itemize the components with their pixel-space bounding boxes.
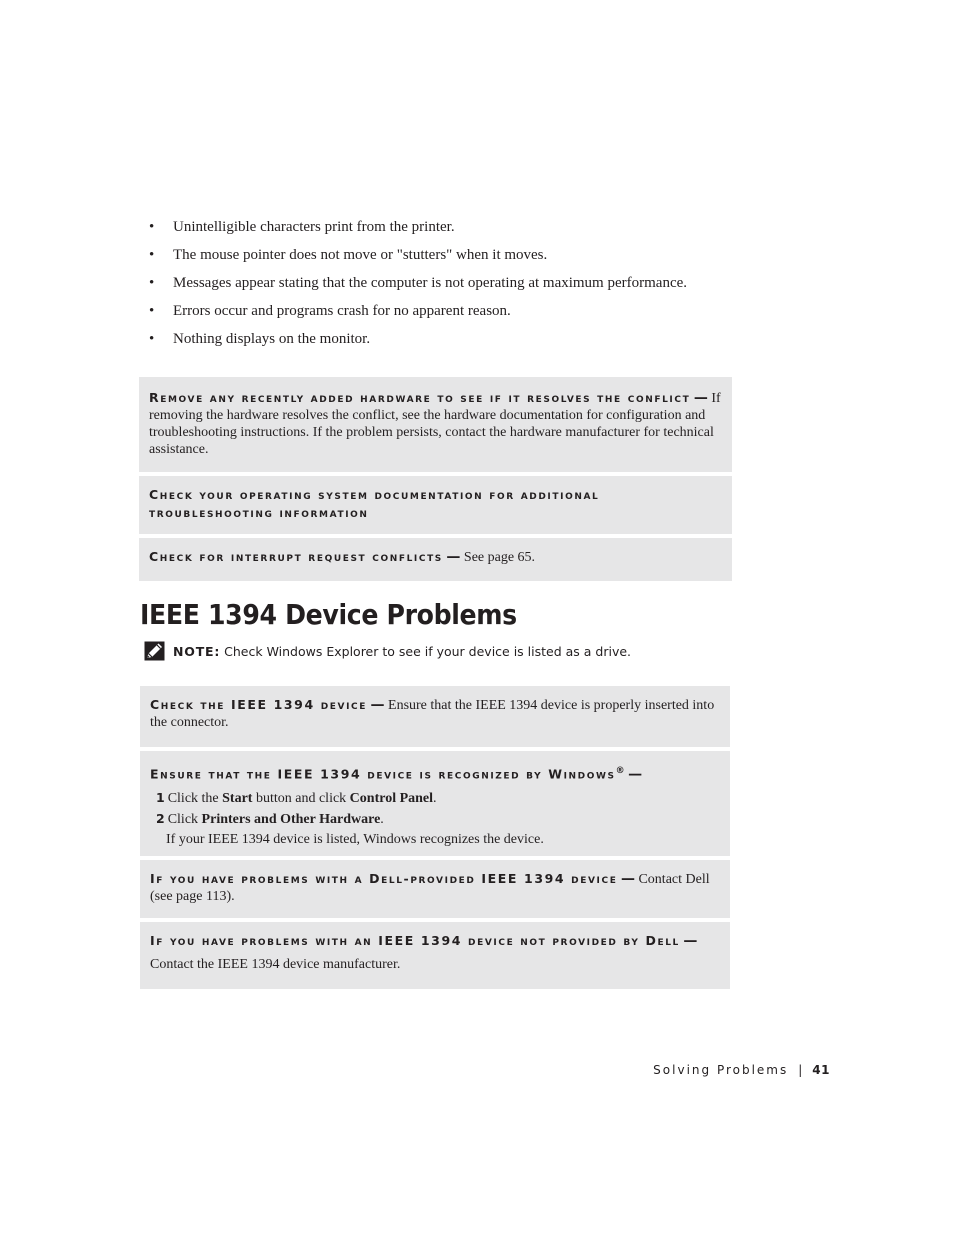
- tip-text: Ensure that the IEEE 1394 device is properly inserted into the connector.: [150, 698, 715, 730]
- tip-text: See page 65.: [463, 550, 536, 565]
- step-list: [150, 788, 720, 850]
- list-item: • Nothing displays on the monitor.: [149, 331, 371, 347]
- tip-heading: Check the IEEE 1394 device: [150, 697, 368, 712]
- tip-os-documentation: [139, 476, 732, 534]
- list-item: • The mouse pointer does not move or "stutters" when it moves.: [149, 247, 548, 263]
- list-item: • Errors occur and programs crash for no apparent reason.: [149, 303, 511, 319]
- page-footer: Solving Problems | 41: [653, 1063, 830, 1077]
- note-label: NOTE:: [173, 644, 221, 659]
- tip-heading: If you have problems with an IEEE 1394 device not provided by Dell: [150, 933, 680, 948]
- step-note: If your IEEE 1394 device is listed, Windows recognizes the device.: [166, 831, 544, 847]
- step-item: 2 Click Printers and Other Hardware.: [156, 810, 384, 827]
- tip-heading: Check for interrupt request conflicts: [149, 549, 443, 564]
- start-button-ref: Start: [222, 790, 253, 806]
- control-panel-ref: Control Panel: [349, 790, 434, 806]
- note-text: Check Windows Explorer to see if your device is listed as a drive.: [224, 644, 632, 659]
- tip-heading: Ensure that the IEEE 1394 device is recognized by Windows: [150, 766, 616, 782]
- tip-dell-device: If you have problems with a Dell-provided IEEE 1394 device — Contact Dell (see page 113).: [140, 860, 730, 918]
- step-item: 1 Click the Start button and click Control Panel.: [156, 789, 437, 806]
- tip-text: If removing the hardware resolves the conflict, see the hardware documentation for configuration and troubleshooting instructions. If the problem persists, contact the hardware manufacturer for technical assistance.: [149, 391, 721, 457]
- tip-remove-hardware: Remove any recently added hardware to see if it resolves the conflict — If removing the hardware resolves the conflict, see the hardware documentation for configuration and troubleshooting instructions. If the problem persists, contact the hardware manufacturer for technical assistance.: [139, 377, 732, 472]
- tip-text: Contact the IEEE 1394 device manufacturer.: [150, 957, 401, 972]
- pencil-note-icon: [144, 641, 165, 661]
- printers-hardware-ref: Printers and Other Hardware: [201, 811, 381, 827]
- tip-ensure-recognized: Ensure that the IEEE 1394 device is recognized by Windows® — 1 Click the Start button and click Control Panel. 2 Click Printers and Other Hardware. If your IEEE 1394 device is listed, Windows recognizes the device.: [140, 751, 730, 856]
- footer-section: Solving Problems: [653, 1063, 789, 1077]
- section-title: IEEE 1394 Device Problems: [140, 598, 517, 631]
- tip-heading: Remove any recently added hardware to see if it resolves the conflict: [149, 390, 691, 405]
- tip-heading: Check your operating system documentation for additional troubleshooting information: [149, 487, 600, 520]
- tip-other-device: If you have problems with an IEEE 1394 device not provided by Dell — Contact the IEEE 1394 device manufacturer.: [140, 922, 730, 989]
- tip-check-device: Check the IEEE 1394 device — Ensure that the IEEE 1394 device is properly inserted into the connector.: [140, 686, 730, 747]
- tip-text: Contact Dell (see page 113).: [150, 872, 710, 904]
- list-item: • Messages appear stating that the computer is not operating at maximum performance.: [149, 275, 688, 291]
- symptom-list: [146, 218, 746, 358]
- tip-heading: If you have problems with a Dell-provided IEEE 1394 device: [150, 871, 618, 886]
- list-item: • Unintelligible characters print from the printer.: [149, 219, 455, 235]
- page-number: 41: [812, 1063, 830, 1077]
- tip-irq-conflicts: Check for interrupt request conflicts — See page 65.: [139, 538, 732, 581]
